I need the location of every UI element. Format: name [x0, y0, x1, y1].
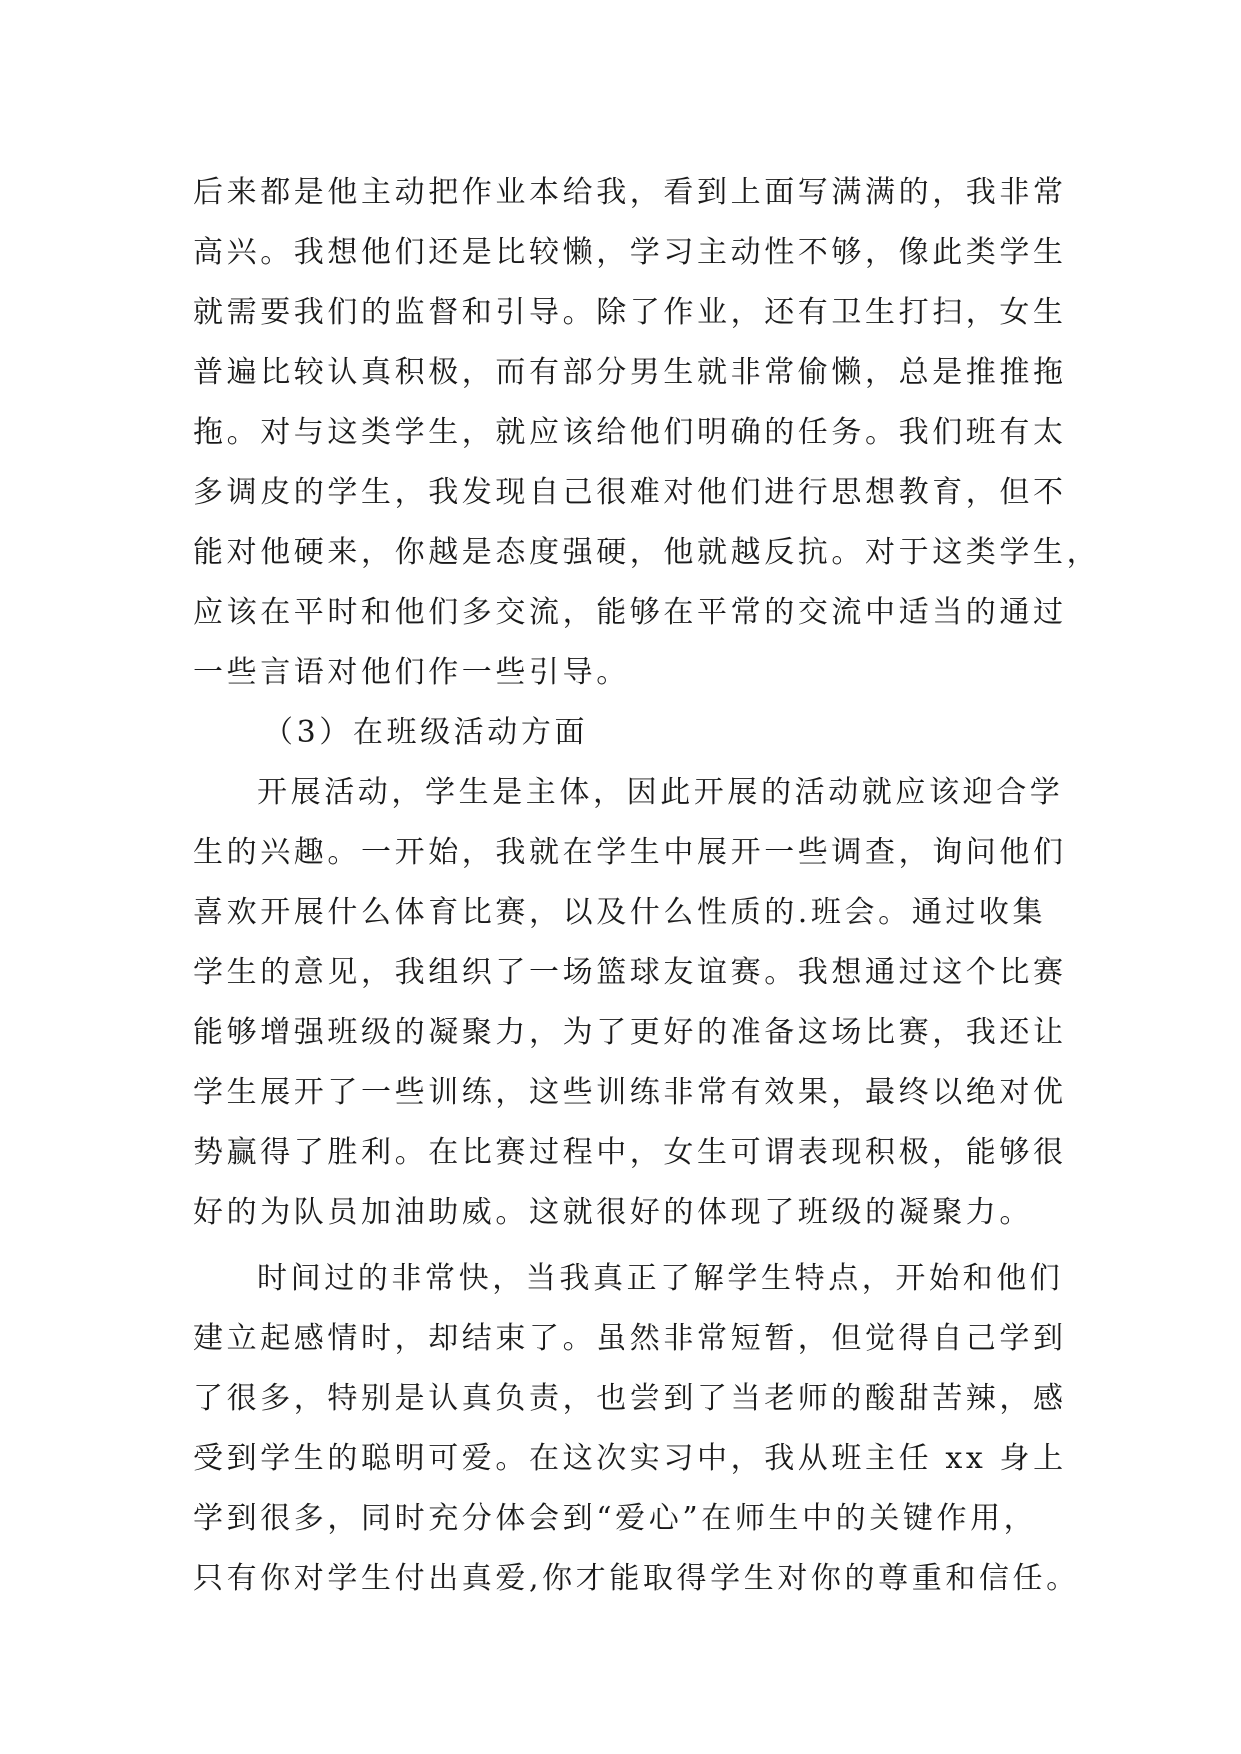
text-line: 一些言语对他们作一些引导。 [193, 655, 630, 690]
text-line: 高兴。我想他们还是比较懒，学习主动性不够，像此类学生 [193, 235, 1067, 270]
text-line: 能够增强班级的凝聚力，为了更好的准备这场比赛，我还让 [193, 1015, 1067, 1050]
text-line: 势赢得了胜利。在比赛过程中，女生可谓表现积极，能够很 [193, 1135, 1067, 1170]
text-line: 时间过的非常快，当我真正了解学生特点，开始和他们 [257, 1261, 1064, 1296]
paragraph-conclusion [193, 1249, 1080, 1609]
text-line: 了很多，特别是认真负责，也尝到了当老师的酸甜苦辣，感 [193, 1381, 1067, 1416]
text-line: 应该在平时和他们多交流，能够在平常的交流中适当的通过 [193, 595, 1067, 630]
text-line: 拖。对与这类学生，就应该给他们明确的任务。我们班有太 [193, 415, 1067, 450]
paragraph-continuation [193, 163, 1101, 703]
text-line: 能对他硬来，你越是态度强硬，他就越反抗。对于这类学生， [193, 535, 1101, 570]
text-line: 喜欢开展什么体育比赛，以及什么性质的.班会。通过收集 [193, 895, 1047, 930]
text-line: 建立起感情时，却结束了。虽然非常短暂，但觉得自己学到 [193, 1321, 1067, 1356]
paragraph-class-activities [193, 763, 1067, 1243]
text-line: 后来都是他主动把作业本给我，看到上面写满满的，我非常 [193, 175, 1067, 210]
document-body [193, 163, 1101, 1609]
text-line: 普遍比较认真积极，而有部分男生就非常偷懒，总是推推拖 [193, 355, 1067, 390]
text-line: 多调皮的学生，我发现自己很难对他们进行思想教育，但不 [193, 475, 1067, 510]
text-line: 好的为队员加油助威。这就很好的体现了班级的凝聚力。 [193, 1195, 1033, 1230]
text-line: 开展活动，学生是主体，因此开展的活动就应该迎合学 [257, 775, 1064, 810]
section-heading: （3）在班级活动方面 [263, 715, 589, 750]
text-line: 学到很多，同时充分体会到“爱心”在师生中的关键作用， [193, 1501, 1038, 1536]
text-line: 只有你对学生付出真爱,你才能取得学生对你的尊重和信任。 [193, 1561, 1080, 1596]
text-line: 就需要我们的监督和引导。除了作业，还有卫生打扫，女生 [193, 295, 1067, 330]
text-line: 受到学生的聪明可爱。在这次实习中，我从班主任 xx 身上 [193, 1441, 1067, 1476]
text-line: 生的兴趣。一开始，我就在学生中展开一些调查，询问他们 [193, 835, 1067, 870]
text-line: 学生的意见，我组织了一场篮球友谊赛。我想通过这个比赛 [193, 955, 1067, 990]
text-line: 学生展开了一些训练，这些训练非常有效果，最终以绝对优 [193, 1075, 1067, 1110]
